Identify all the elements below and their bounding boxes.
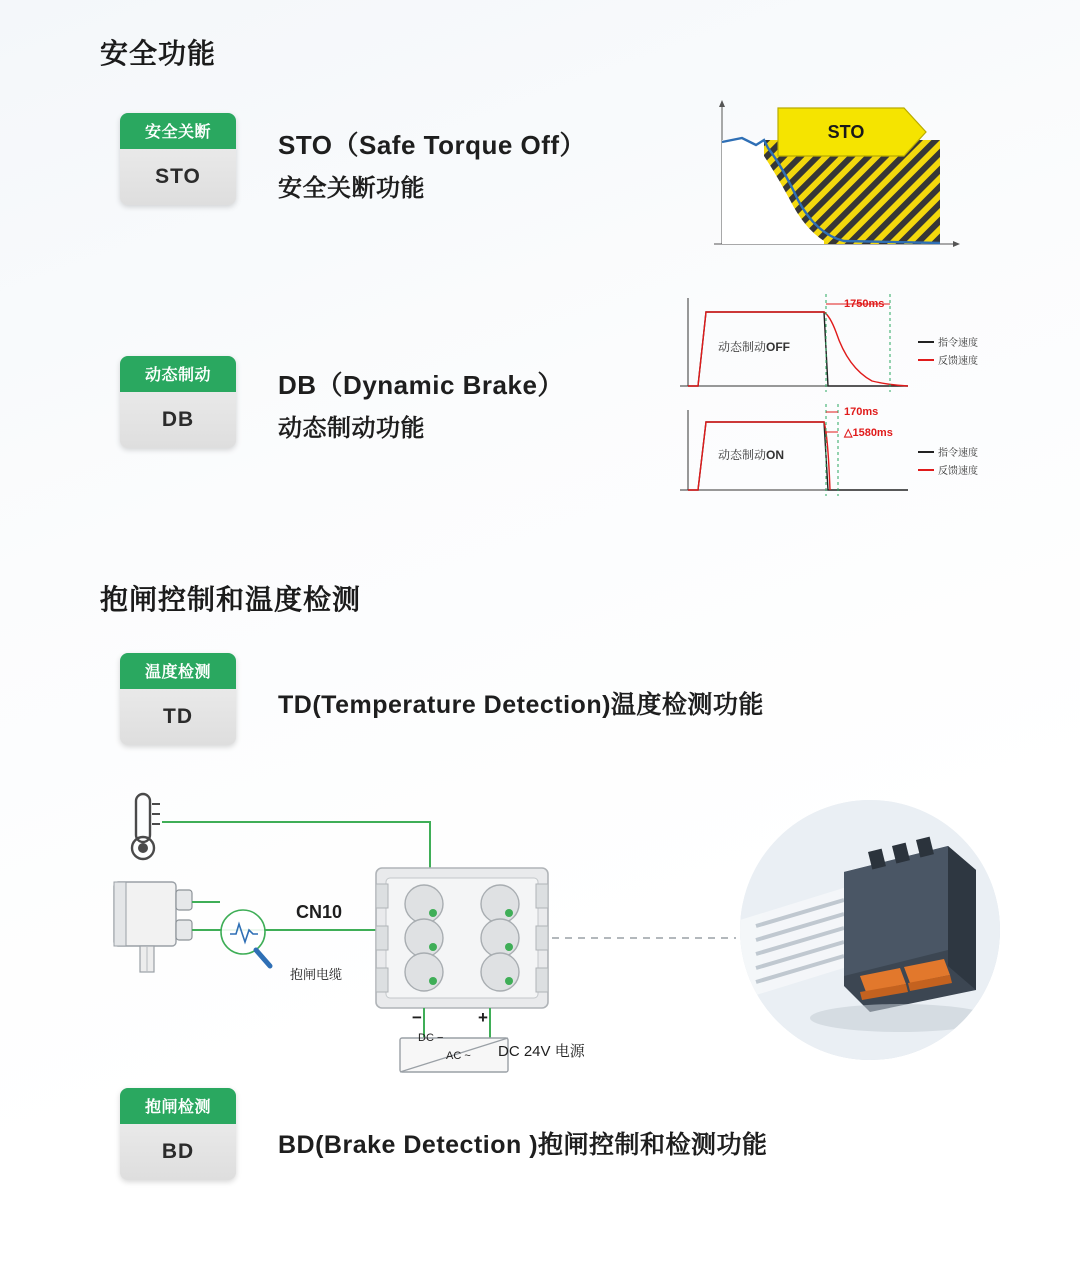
db-on-annotation-1580ms: △1580ms <box>844 427 893 439</box>
db-off-legend-command: 指令速度 <box>918 334 978 349</box>
thermometer-icon <box>132 794 160 859</box>
badge-label-sto: 安全关断 <box>120 113 236 149</box>
badge-code-db: DB <box>120 392 236 448</box>
badge-code-sto: STO <box>120 149 236 205</box>
db-chart-group <box>676 286 986 506</box>
badge-code-td: TD <box>120 689 236 745</box>
magnifier-icon <box>221 910 270 966</box>
cn10-connector <box>376 868 548 1008</box>
badge-label-td: 温度检测 <box>120 653 236 689</box>
label-terminal-minus: − <box>412 1008 422 1027</box>
db-off-state-value: OFF <box>766 340 791 354</box>
section-title-safety: 安全功能 <box>100 38 217 69</box>
label-cn10: CN10 <box>296 902 343 922</box>
feature-title-db-line2: 动态制动功能 <box>278 415 425 442</box>
label-power-ac: AC ~ <box>446 1050 471 1062</box>
brake-wiring-diagram <box>100 780 980 1080</box>
section-title-brake-temp: 抱闸控制和温度检测 <box>100 584 362 615</box>
db-off-annotation-1750ms: 1750ms <box>844 298 885 310</box>
badge-card-sto <box>120 113 236 205</box>
feature-title-td: TD(Temperature Detection)温度检测功能 <box>278 691 764 719</box>
db-on-legend-command: 指令速度 <box>918 444 978 459</box>
legend-swatch-feedback <box>918 359 934 361</box>
label-brake-cable: 抱闸电缆 <box>290 967 343 982</box>
sto-illustration <box>704 96 966 260</box>
label-power-supply: DC 24V 电源 <box>498 1043 585 1060</box>
label-power-dc: DC − <box>418 1032 444 1044</box>
legend-swatch-command-2 <box>918 451 934 453</box>
db-on-annotation-170ms: 170ms <box>844 406 879 418</box>
legend-swatch-feedback-2 <box>918 469 934 471</box>
feature-text-sto <box>278 125 586 203</box>
feature-text-td <box>278 685 764 721</box>
badge-card-td <box>120 653 236 745</box>
feature-text-bd <box>278 1125 768 1161</box>
sto-diagram-svg <box>704 96 966 260</box>
feature-title-bd: BD(Brake Detection )抱闸控制和检测功能 <box>278 1131 768 1159</box>
legend-swatch-command <box>918 341 934 343</box>
badge-card-db <box>120 356 236 448</box>
sto-arrow <box>778 108 926 156</box>
db-on-state-label: 动态制动ON <box>718 448 785 462</box>
badge-label-bd: 抱闸检测 <box>120 1088 236 1124</box>
db-off-legend-feedback: 反馈速度 <box>918 352 978 367</box>
label-terminal-plus: + <box>478 1008 488 1027</box>
servo-motor-icon <box>114 882 192 972</box>
badge-label-db: 动态制动 <box>120 356 236 392</box>
badge-card-bd <box>120 1088 236 1180</box>
product-photo-svg <box>740 800 1000 1060</box>
db-off-state-label: 动态制动OFF <box>718 340 791 354</box>
product-photo-closeup <box>740 800 1000 1060</box>
db-on-state-value: ON <box>766 448 785 462</box>
feature-title-sto-line2: 安全关断功能 <box>278 175 425 202</box>
feature-title-db-line1: DB（Dynamic Brake） <box>278 370 564 400</box>
svg-text:STO: STO <box>827 122 865 142</box>
feature-title-sto-line1: STO（Safe Torque Off） <box>278 130 587 160</box>
badge-code-bd: BD <box>120 1124 236 1180</box>
feature-text-db <box>278 365 564 443</box>
db-on-legend-feedback: 反馈速度 <box>918 462 978 477</box>
